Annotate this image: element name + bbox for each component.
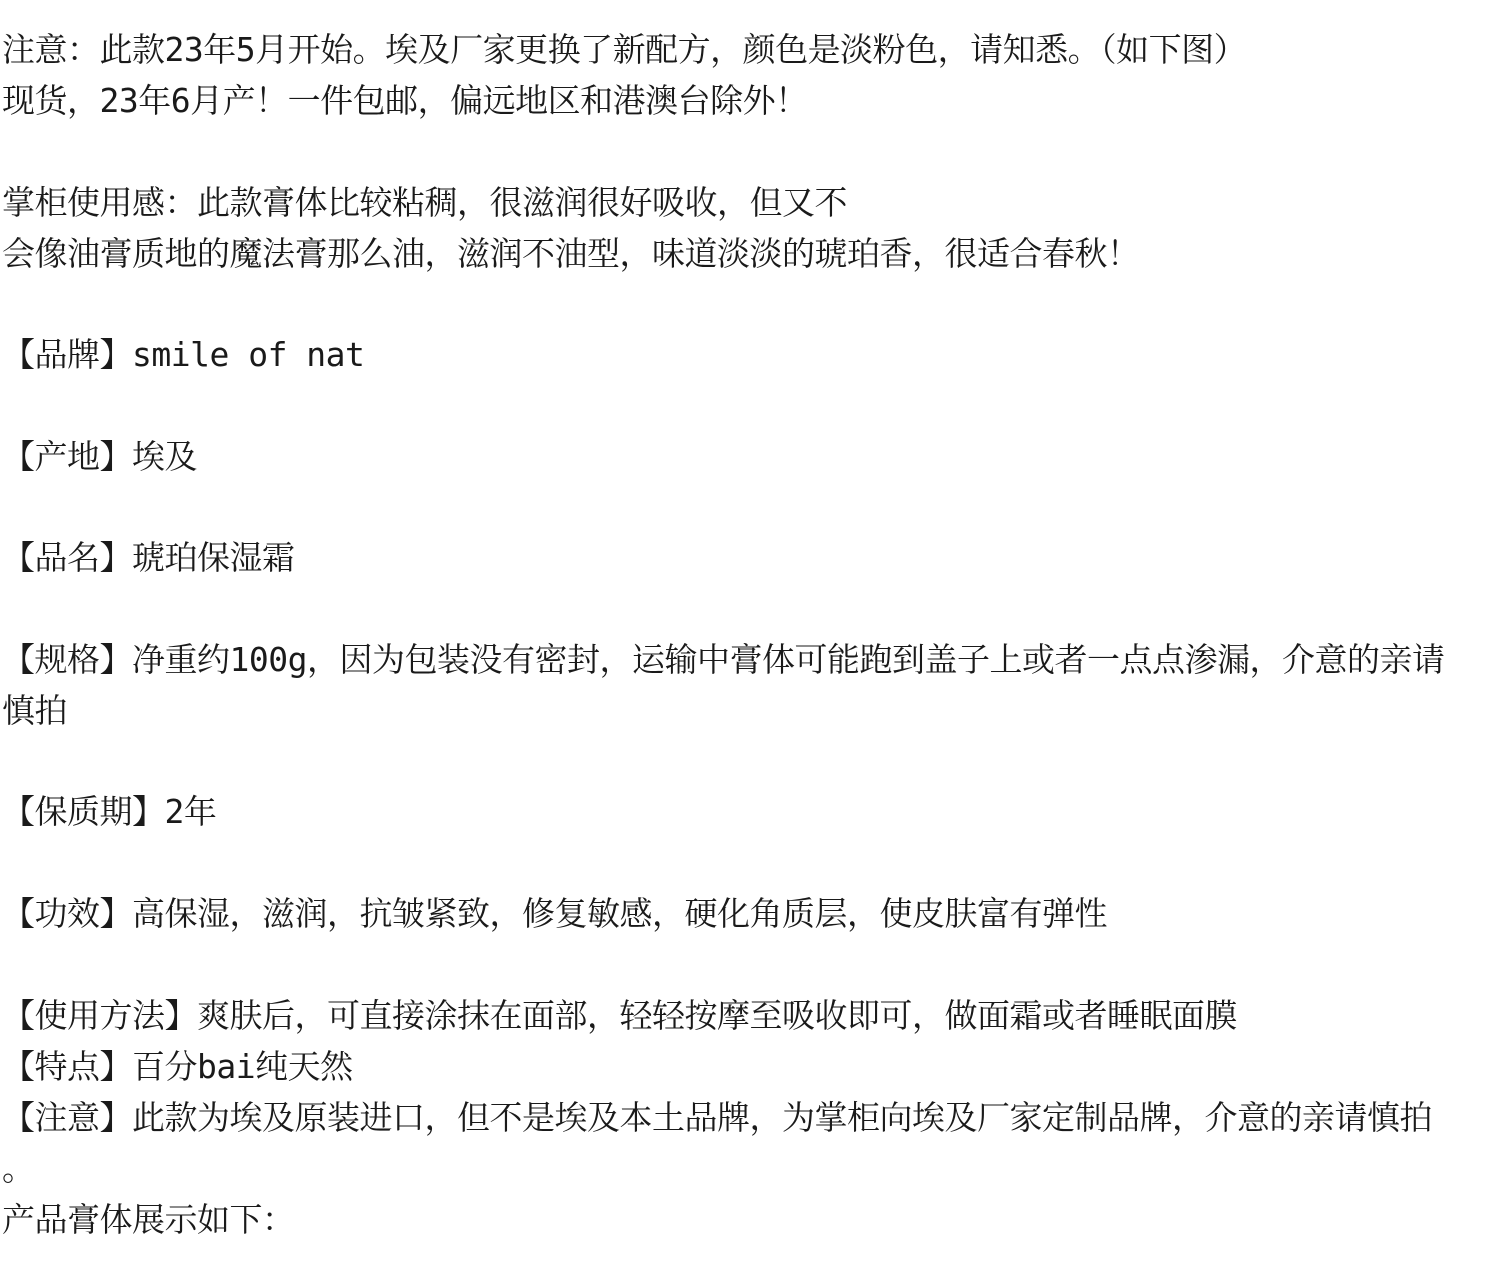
spec-note-line-1: 【注意】此款为埃及原装进口，但不是埃及本土品牌，为掌柜向埃及厂家定制品牌，介意的亲请慎拍 — [2, 1098, 1432, 1137]
showcase-caption: 产品膏体展示如下： — [2, 1200, 295, 1239]
spec-note-line-2: 。 — [2, 1149, 35, 1188]
spec-brand: 【品牌】smile of nat — [2, 335, 365, 374]
spec-product-name: 【品名】琥珀保湿霜 — [2, 538, 295, 577]
spec-origin: 【产地】埃及 — [2, 437, 197, 476]
spec-feature: 【特点】百分bai纯天然 — [2, 1047, 353, 1086]
notice-line-2: 现货，23年6月产！一件包邮，偏远地区和港澳台除外！ — [2, 81, 808, 120]
notice-line-1: 注意：此款23年5月开始。埃及厂家更换了新配方，颜色是淡粉色，请知悉。（如下图） — [2, 30, 1247, 69]
spec-size-line-1: 【规格】净重约100g，因为包装没有密封，运输中膏体可能跑到盖子上或者一点点渗漏，介意的亲请 — [2, 640, 1445, 679]
review-line-1: 掌柜使用感：此款膏体比较粘稠，很滋润很好吸收，但又不 — [2, 183, 847, 222]
spec-usage: 【使用方法】爽肤后，可直接涂抹在面部，轻轻按摩至吸收即可，做面霜或者睡眠面膜 — [2, 996, 1237, 1035]
spec-shelf-life: 【保质期】2年 — [2, 792, 217, 831]
spec-efficacy: 【功效】高保湿，滋润，抗皱紧致，修复敏感，硬化角质层，使皮肤富有弹性 — [2, 894, 1107, 933]
spec-size-line-2: 慎拍 — [2, 691, 67, 730]
review-line-2: 会像油膏质地的魔法膏那么油，滋润不油型，味道淡淡的琥珀香，很适合春秋！ — [2, 234, 1140, 273]
